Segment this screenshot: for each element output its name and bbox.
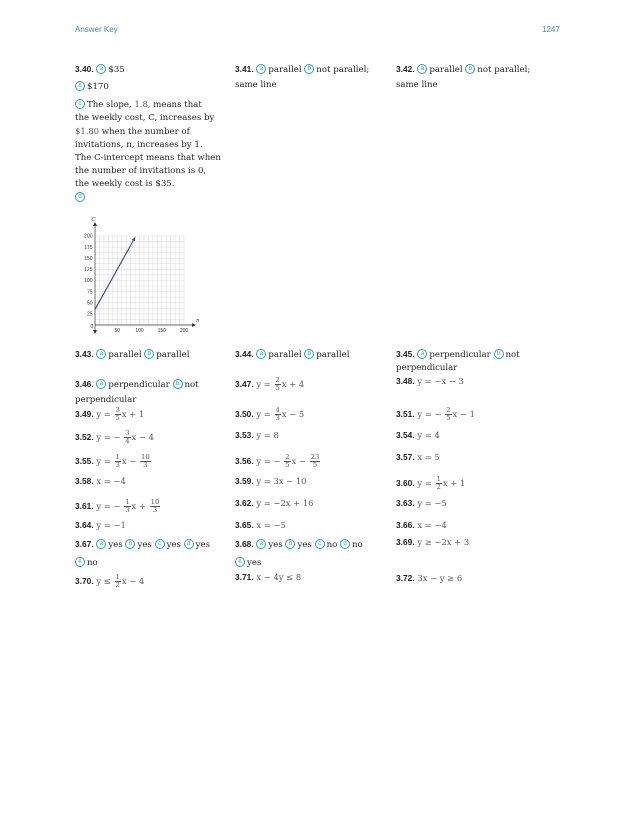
part-b-marker: b <box>304 64 314 74</box>
answer-3-41: 3.41. a parallel b not parallel; same line <box>235 63 385 92</box>
answer-3-40: 3.40. a $35 <box>75 64 125 75</box>
running-header: Answer Key <box>75 25 118 34</box>
equation: x = −4 <box>417 520 447 530</box>
answer-text: no <box>326 540 338 550</box>
part-b-marker: b <box>173 379 183 389</box>
answer-3-42: 3.42. a parallel b not parallel; same line <box>396 63 546 92</box>
y-tick-label: 75 <box>86 289 93 296</box>
part-b-marker: b <box>285 539 295 549</box>
part-a-marker: a <box>96 349 106 359</box>
problem-number: 3.47 <box>235 379 252 389</box>
problem-number: 3.69 <box>396 537 413 547</box>
answer-3-63: 3.63. y = −5 <box>396 498 447 508</box>
answer-3-43: 3.43. a parallel b parallel <box>75 349 190 360</box>
problem-number: 3.72 <box>396 573 413 583</box>
answer-text: parallel <box>156 350 190 360</box>
x-tick-label: 150 <box>157 328 166 334</box>
fraction: $\frac{10}{3}$ <box>150 498 160 514</box>
part-d-marker: d <box>184 539 194 549</box>
answer-text: when the number of <box>101 127 190 137</box>
equation: y = −1 <box>96 520 126 530</box>
equation: y = 3x − 10 <box>256 476 307 486</box>
answer-3-64: 3.64. y = −1 <box>75 520 126 530</box>
problem-number: 3.58 <box>75 476 92 486</box>
part-a-marker: a <box>256 539 266 549</box>
part-b-marker: b <box>75 81 85 91</box>
y-tick-label: 50 <box>86 300 93 307</box>
answer-3-65: 3.65. x = −5 <box>235 520 286 530</box>
x-tick-label: 100 <box>135 328 144 334</box>
equation-part: x + 1 <box>442 478 466 488</box>
part-a-marker: a <box>417 349 427 359</box>
fraction: $\frac{23}{5}$ <box>310 453 320 469</box>
answer-3-57: 3.57. x = 5 <box>396 452 440 462</box>
equation: y = −2x + 16 <box>256 498 314 508</box>
problem-number: 3.43 <box>75 349 92 359</box>
answer-3-54: 3.54. y = 4 <box>396 430 440 440</box>
answer-3-56: 3.56. y = − $\frac{2}{5}$ x − $\frac{23}{5}$ <box>235 453 320 469</box>
fraction: $\frac{3}{4}$ <box>125 429 130 445</box>
answer-3-50: 3.50. y = $\frac{4}{3}$ x − 5 <box>235 406 305 422</box>
series-line <box>95 237 135 309</box>
fraction: $\frac{4}{3}$ <box>275 406 280 422</box>
part-a-marker: a <box>96 539 106 549</box>
equation: y = −x − 3 <box>417 376 464 386</box>
part-e-marker: e <box>235 557 245 567</box>
part-b-marker: b <box>465 64 475 74</box>
graph-series <box>95 237 135 309</box>
answer-text: the weekly cost, C, increases by <box>75 113 215 123</box>
problem-number: 3.63 <box>396 498 413 508</box>
equation: x = −5 <box>256 520 286 530</box>
problem-number: 3.50 <box>235 409 252 419</box>
equation: x = −4 <box>96 476 126 486</box>
equation-part: y = <box>96 456 111 466</box>
graph-grid <box>95 236 184 325</box>
equation-part: y = − <box>96 501 121 511</box>
equation-part: y = <box>256 409 271 419</box>
problem-number: 3.49 <box>75 409 92 419</box>
answer-text: parallel <box>108 350 142 360</box>
answer-3-52: 3.52. y = − $\frac{3}{4}$ x − 4 <box>75 429 154 445</box>
part-b-marker: b <box>494 349 504 359</box>
equation-part: x − <box>121 456 137 466</box>
problem-number: 3.45 <box>396 349 413 359</box>
answer-text: perpendicular <box>396 363 458 373</box>
answer-3-49: 3.49. y = $\frac{3}{5}$ x + 1 <box>75 406 145 422</box>
fraction: $\frac{2}{5}$ <box>446 406 451 422</box>
problem-number: 3.60 <box>396 478 413 488</box>
problem-number: 3.59 <box>235 476 252 486</box>
origin-label: 0 <box>90 324 94 330</box>
part-d-marker: d <box>75 192 85 202</box>
equation-part: x + 1 <box>121 409 145 419</box>
part-b-marker: b <box>304 349 314 359</box>
fraction: $\frac{1}{3}$ <box>115 453 120 469</box>
answer-3-60: 3.60. y = $\frac{1}{2}$ x + 1 <box>396 475 466 491</box>
y-tick-label: 175 <box>84 244 93 251</box>
answer-text: the weekly cost is $35. <box>75 179 175 189</box>
y-tick-label: 125 <box>84 267 93 274</box>
y-tick-label: 200 <box>84 233 93 240</box>
equation-part: x − 4 <box>121 576 145 586</box>
equation-part: y = − <box>417 409 442 419</box>
answer-text: not parallel; <box>316 65 370 75</box>
answer-text: no <box>87 558 98 568</box>
answer-text: perpendicular <box>108 380 170 390</box>
part-a-marker: a <box>96 64 106 74</box>
equation: 3x − y ≥ 6 <box>417 573 463 583</box>
y-tick-labels <box>84 234 93 318</box>
part-c-marker: c <box>75 99 85 109</box>
answer-text: $35 <box>108 65 125 75</box>
part-b-marker: b <box>125 539 135 549</box>
answer-3-55: 3.55. y = $\frac{1}{3}$ x − $\frac{10}{3}$ <box>75 453 150 469</box>
part-a-marker: a <box>256 349 266 359</box>
answer-text: parallel <box>268 65 302 75</box>
answer-text: The C-intercept means that when <box>75 153 221 163</box>
equation-part: x + <box>131 501 146 511</box>
y-tick-label: 150 <box>84 255 93 262</box>
answer-text: not <box>184 380 199 390</box>
answer-text: not parallel; <box>477 65 531 75</box>
answer-text: perpendicular <box>429 350 491 360</box>
answer-text: no <box>352 540 363 550</box>
part-c-marker: c <box>155 539 165 549</box>
x-tick-labels <box>114 328 188 334</box>
y-axis-arrow-down <box>93 330 97 334</box>
answer-3-68: 3.68. a yes b yes c no d no e yes <box>235 539 363 568</box>
fraction: $\frac{2}{5}$ <box>275 376 280 392</box>
answer-3-71: 3.71. x − 4y ≤ 8 <box>235 572 302 582</box>
answer-text: same line <box>396 80 438 90</box>
equation-part: x − 5 <box>281 409 305 419</box>
problem-number: 3.42 <box>396 64 413 74</box>
part-a-marker: a <box>417 64 427 74</box>
y-axis-label: C <box>91 217 96 223</box>
equation: y ≥ −2x + 3 <box>417 537 470 547</box>
answer-3-51: 3.51. y = − $\frac{2}{5}$ x − 1 <box>396 406 475 422</box>
answer-3-70: 3.70. y ≤ $\frac{1}{2}$ x − 4 <box>75 573 145 589</box>
x-axis-label: n <box>196 318 200 324</box>
answer-text: perpendicular <box>75 395 137 405</box>
problem-number: 3.54 <box>396 430 413 440</box>
problem-number: 3.57 <box>396 452 413 462</box>
answer-text: invitations, n, increases by 1. <box>75 140 203 150</box>
equation: x − 4y ≤ 8 <box>256 572 302 582</box>
answer-text: yes <box>195 540 211 550</box>
answer-3-69: 3.69. y ≥ −2x + 3 <box>396 537 470 547</box>
problem-number: 3.44 <box>235 349 252 359</box>
answer-3-47: 3.47. y = $\frac{2}{5}$ x + 4 <box>235 376 305 392</box>
part-d-marker: d <box>340 539 350 549</box>
problem-number: 3.61 <box>75 501 92 511</box>
problem-number: 3.64 <box>75 520 92 530</box>
fraction: $\frac{2}{5}$ <box>285 453 290 469</box>
answer-text: yes <box>166 540 181 550</box>
problem-number: 3.48 <box>396 376 413 386</box>
part-a-marker: a <box>96 379 106 389</box>
answer-3-59: 3.59. y = 3x − 10 <box>235 476 307 486</box>
equation-part: x − 4 <box>131 432 154 442</box>
answer-3-40-d <box>75 192 87 205</box>
problem-number: 3.66 <box>396 520 413 530</box>
amount-value: $1.80 <box>75 126 99 136</box>
equation-part: y = <box>417 478 432 488</box>
equation-part: x − 1 <box>452 409 475 419</box>
cost-graph <box>82 214 207 334</box>
answer-3-58: 3.58. x = −4 <box>75 476 126 486</box>
equation-part: y = − <box>256 456 281 466</box>
problem-number: 3.52 <box>75 432 92 442</box>
answer-text: yes <box>297 540 312 550</box>
equation: y = −5 <box>417 498 447 508</box>
answer-text: same line <box>235 80 277 90</box>
problem-number: 3.70 <box>75 576 92 586</box>
answer-text: parallel <box>316 350 350 360</box>
answer-3-62: 3.62. y = −2x + 16 <box>235 498 314 508</box>
problem-number: 3.51 <box>396 409 413 419</box>
problem-number: 3.68 <box>235 539 252 549</box>
answer-3-45: 3.45. a perpendicular b not perpendicular <box>396 348 546 375</box>
answer-3-66: 3.66. x = −4 <box>396 520 447 530</box>
equation: y = 8 <box>256 430 279 440</box>
part-c-marker: c <box>315 539 325 549</box>
answer-text: yes <box>268 540 283 550</box>
answer-text: $170 <box>87 82 109 92</box>
answer-text: yes <box>247 558 262 568</box>
part-e-marker: e <box>75 557 85 567</box>
equation-part: y = <box>96 409 111 419</box>
answer-3-46: 3.46. a perpendicular b not perpendicular <box>75 378 225 407</box>
slope-value: 1.8, <box>134 99 151 109</box>
answer-3-67: 3.67. a yes b yes c yes d yes e no <box>75 539 211 568</box>
answer-3-48: 3.48. y = −x − 3 <box>396 376 464 386</box>
answer-text: not <box>505 350 520 360</box>
answer-text: means that <box>153 100 202 110</box>
problem-number: 3.71 <box>235 572 252 582</box>
answer-text: yes <box>137 540 152 550</box>
equation-part: y = <box>256 379 271 389</box>
part-b-marker: b <box>144 349 154 359</box>
equation-part: x + 4 <box>281 379 305 389</box>
x-tick-label: 50 <box>114 328 121 334</box>
fraction: $\frac{10}{3}$ <box>141 453 150 469</box>
equation: x = 5 <box>417 452 440 462</box>
page-number: 1247 <box>542 25 560 34</box>
answer-text: parallel <box>268 350 302 360</box>
problem-number: 3.46 <box>75 379 92 389</box>
part-a-marker: a <box>256 64 266 74</box>
problem-number: 3.53 <box>235 430 252 440</box>
problem-number: 3.40 <box>75 64 92 74</box>
problem-number: 3.62 <box>235 498 252 508</box>
answer-text: The slope, <box>87 100 132 110</box>
equation: y = 4 <box>417 430 440 440</box>
problem-number: 3.41 <box>235 64 252 74</box>
fraction: $\frac{1}{2}$ <box>115 573 120 589</box>
answer-3-44: 3.44. a parallel b parallel <box>235 349 350 360</box>
problem-number: 3.67 <box>75 539 92 549</box>
fraction: $\frac{1}{3}$ <box>125 498 130 514</box>
equation-part: y ≤ <box>96 576 111 586</box>
y-tick-label: 100 <box>84 278 93 285</box>
problem-number: 3.55 <box>75 456 92 466</box>
answer-3-40-c <box>75 98 230 191</box>
answer-3-40-b <box>75 81 109 94</box>
x-tick-label: 200 <box>179 328 189 334</box>
equation-part: y = − <box>96 432 121 442</box>
problem-number: 3.56 <box>235 456 252 466</box>
problem-number: 3.65 <box>235 520 252 530</box>
fraction: $\frac{3}{5}$ <box>115 406 120 422</box>
fraction: $\frac{1}{2}$ <box>436 475 441 491</box>
answer-text: parallel <box>429 65 463 75</box>
equation-part: x − <box>291 456 306 466</box>
answer-text: yes <box>108 540 123 550</box>
y-tick-label: 25 <box>86 311 93 318</box>
answer-3-53: 3.53. y = 8 <box>235 430 279 440</box>
answer-3-72: 3.72. 3x − y ≥ 6 <box>396 573 463 583</box>
answer-text: the number of invitations is 0, <box>75 166 207 176</box>
answer-3-61: 3.61. y = − $\frac{1}{3}$ x + $\frac{10}{3}$ <box>75 498 160 514</box>
